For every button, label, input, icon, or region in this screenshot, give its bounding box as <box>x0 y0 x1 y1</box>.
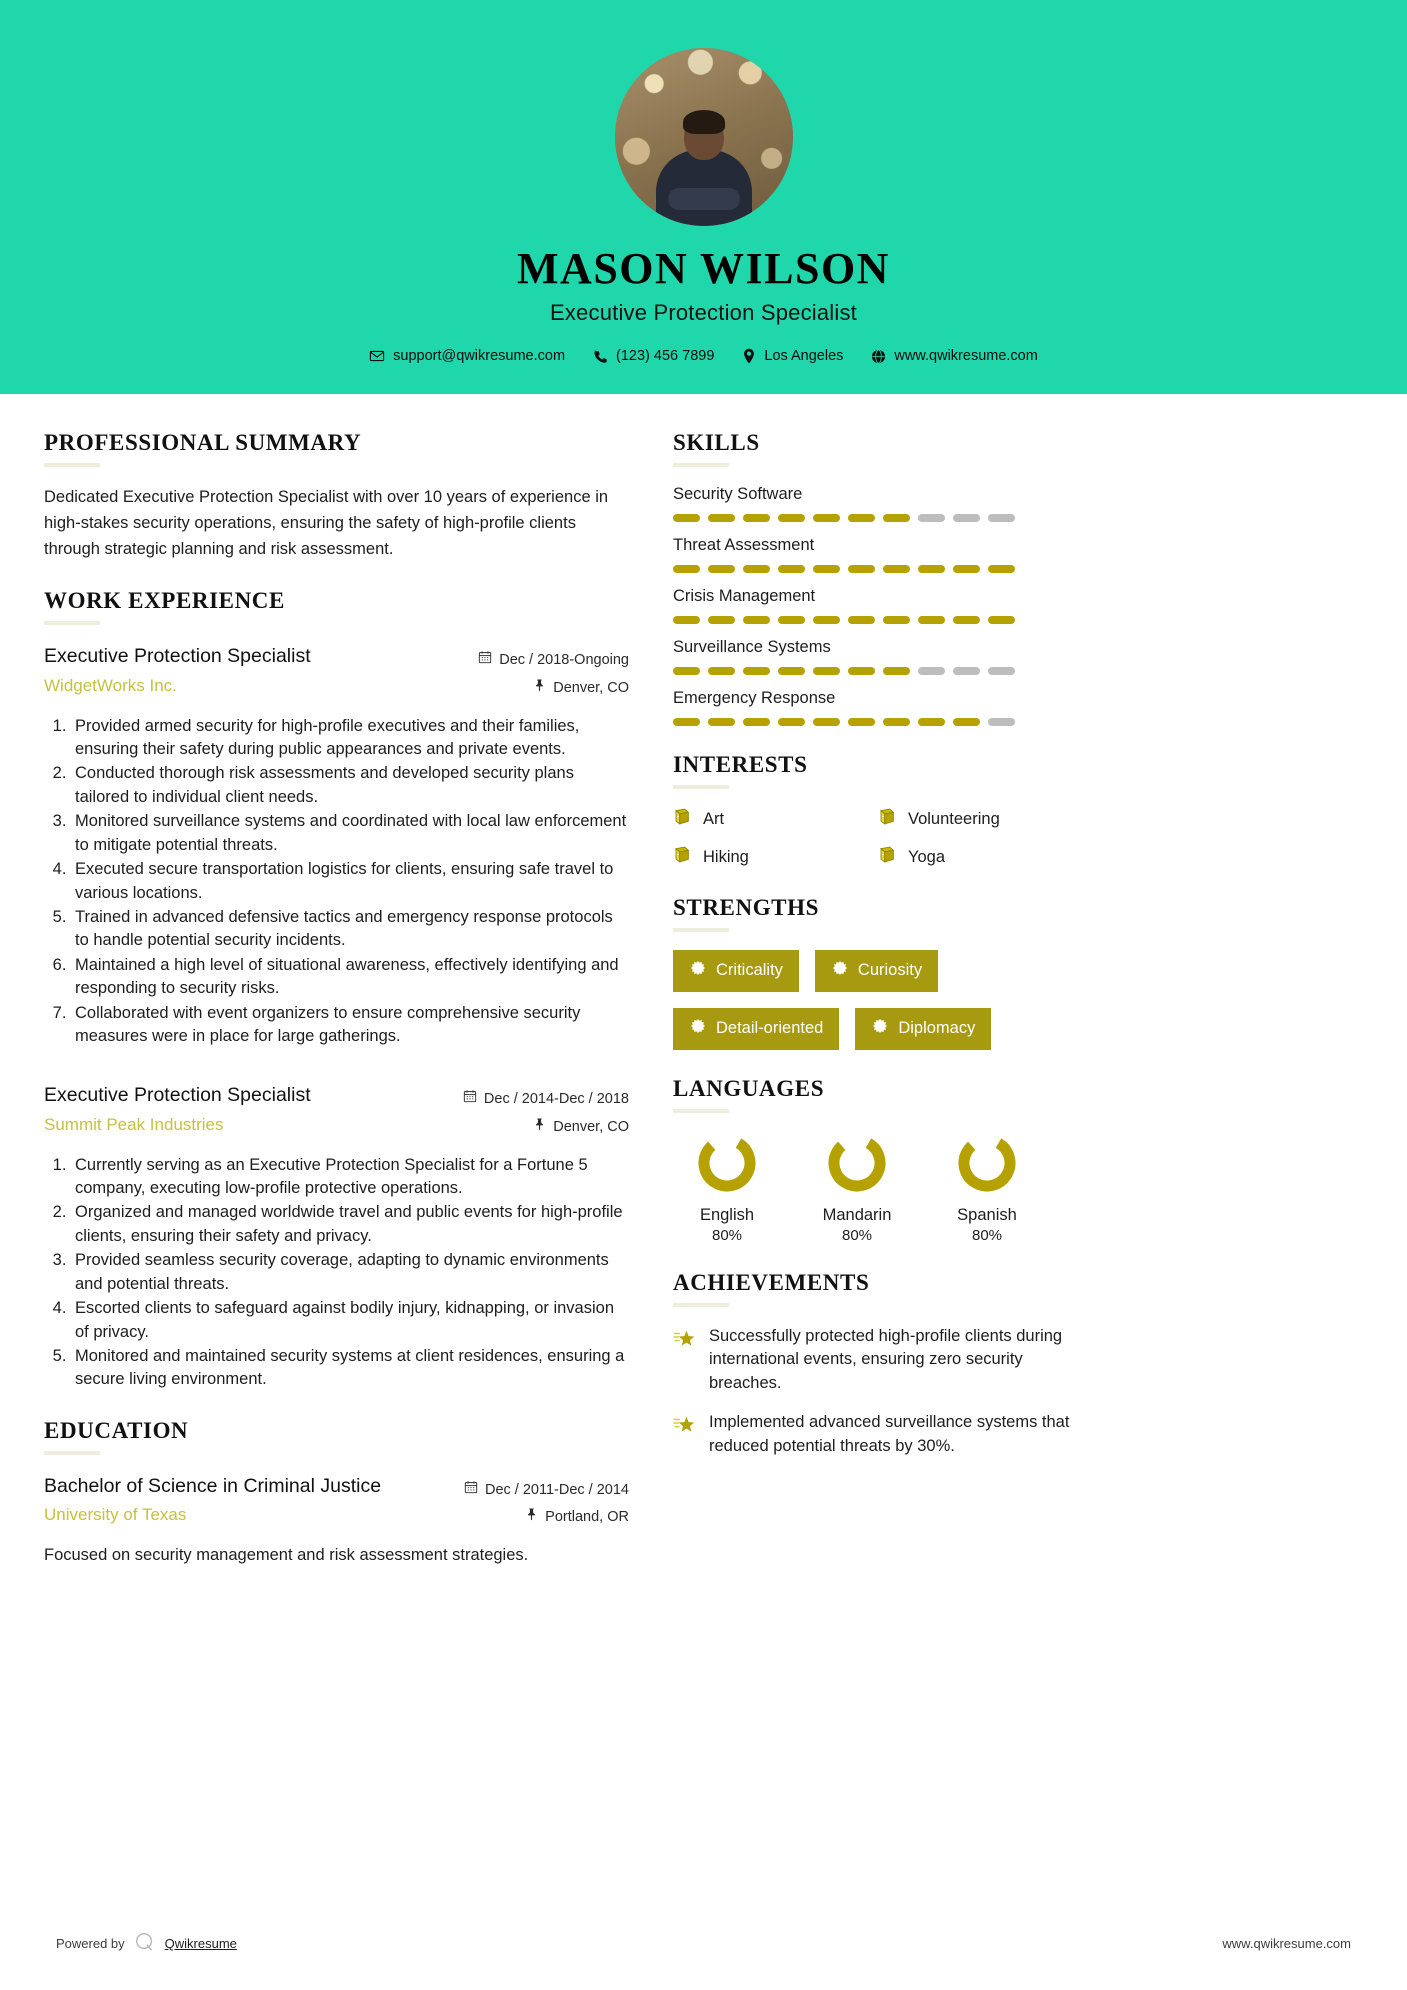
skill-level-dash <box>778 667 805 675</box>
section-skills <box>673 430 1073 726</box>
work-bullet: 2. Organized and managed worldwide travel and public events for high-profile clients, ensuring their safety and privacy. <box>71 1201 629 1248</box>
language-percent: 80% <box>971 1226 1003 1244</box>
skill-level-dash <box>743 718 770 726</box>
skill-level-dash <box>848 616 875 624</box>
achievement-item <box>673 1411 1073 1458</box>
education-location-text: Portland, OR <box>545 1509 629 1526</box>
section-underline <box>44 1451 100 1455</box>
skill-level-bar <box>673 616 1073 624</box>
skill-level-dash <box>708 514 735 522</box>
skill-level-bar <box>673 514 1073 522</box>
skill-list <box>673 485 1073 726</box>
section-interests <box>673 752 1073 869</box>
education-entry-header <box>44 1473 629 1532</box>
skill-item <box>673 536 1073 573</box>
section-achievements <box>673 1270 1073 1458</box>
section-underline <box>44 463 100 467</box>
interest-item <box>878 807 1073 831</box>
interest-label: Volunteering <box>908 809 1000 828</box>
work-entry-primary <box>44 643 464 697</box>
skill-name: Security Software <box>673 485 803 504</box>
book-icon <box>673 845 692 869</box>
skill-level-dash <box>883 616 910 624</box>
work-bullet: 5. Trained in advanced defensive tactics and emergency response protocols to handle potential security incidents. <box>71 906 629 953</box>
skill-level-dash <box>883 718 910 726</box>
pushpin-icon <box>525 1504 538 1532</box>
education-entry-primary <box>44 1473 450 1527</box>
envelope-icon <box>369 348 385 364</box>
book-icon <box>878 807 897 831</box>
strength-label: Detail-oriented <box>716 1019 824 1038</box>
language-item <box>673 1131 781 1244</box>
work-bullet: 5. Monitored and maintained security systems at client residences, ensuring a secure living environment. <box>71 1345 629 1392</box>
skill-level-dash <box>708 667 735 675</box>
skill-level-dash <box>778 616 805 624</box>
work-bullet: 4. Escorted clients to safeguard against bodily injury, kidnapping, or invasion of privacy. <box>71 1297 629 1344</box>
skill-level-bar <box>673 718 1073 726</box>
interest-item <box>673 845 868 869</box>
section-heading: LANGUAGES <box>673 1075 825 1101</box>
language-item <box>933 1131 1041 1244</box>
interest-label: Hiking <box>703 847 749 866</box>
section-heading: WORK EXPERIENCE <box>44 588 285 614</box>
starburst-icon <box>689 1017 707 1041</box>
strength-chip <box>673 1008 839 1050</box>
work-entry <box>44 643 629 1048</box>
skill-level-dash <box>988 616 1015 624</box>
resume-body <box>0 394 1407 1593</box>
page-footer <box>0 1931 1407 1956</box>
section-heading: PROFESSIONAL SUMMARY <box>44 430 362 456</box>
avatar <box>615 48 793 226</box>
skill-level-dash <box>848 667 875 675</box>
starburst-icon <box>871 1017 889 1041</box>
job-location-text: Denver, CO <box>553 680 629 697</box>
avatar-arms-shape <box>668 188 740 210</box>
skill-level-dash <box>813 565 840 573</box>
skill-level-dash <box>883 565 910 573</box>
skill-level-dash <box>743 514 770 522</box>
skill-level-dash <box>708 565 735 573</box>
footer-powered-by-label: Powered by <box>56 1936 125 1951</box>
section-underline <box>673 463 729 467</box>
strength-chip <box>673 950 799 992</box>
starburst-icon <box>831 959 849 983</box>
work-entry-list <box>44 643 629 1391</box>
skill-level-dash <box>883 667 910 675</box>
section-heading: INTERESTS <box>673 752 808 778</box>
contact-email[interactable] <box>369 348 565 364</box>
skill-level-dash <box>673 667 700 675</box>
skill-level-dash <box>778 718 805 726</box>
candidate-name: MASON WILSON <box>517 244 890 293</box>
work-bullet: 3. Provided seamless security coverage, adapting to dynamic environments and potential threats. <box>71 1249 629 1296</box>
skill-level-dash <box>918 718 945 726</box>
section-languages <box>673 1076 1073 1244</box>
language-percent: 80% <box>711 1226 743 1244</box>
skill-item <box>673 638 1073 675</box>
work-entry-header <box>44 1082 629 1141</box>
job-dates-text: Dec / 2018-Ongoing <box>499 652 629 669</box>
job-title: Executive Protection Specialist <box>44 645 311 668</box>
work-bullet: 4. Executed secure transportation logistics for clients, ensuring safe travel to various locations. <box>71 858 629 905</box>
education-location <box>464 1504 629 1532</box>
skill-level-dash <box>988 667 1015 675</box>
language-list <box>673 1131 1073 1244</box>
contact-phone-text: (123) 456 7899 <box>616 348 715 365</box>
work-bullet-list <box>44 715 629 1049</box>
education-description: Focused on security management and risk assessment strategies. <box>44 1545 529 1564</box>
skill-level-dash <box>883 514 910 522</box>
work-entry-header <box>44 643 629 702</box>
skill-name: Crisis Management <box>673 587 816 606</box>
education-dates-text: Dec / 2011-Dec / 2014 <box>484 1481 629 1498</box>
language-name: Mandarin <box>822 1205 892 1224</box>
interest-label: Art <box>703 809 725 828</box>
strength-list <box>673 950 1073 1050</box>
skill-level-dash <box>988 565 1015 573</box>
work-entry <box>44 1082 629 1391</box>
starburst-icon <box>689 959 707 983</box>
qwikresume-logo-icon <box>134 1931 156 1956</box>
language-item <box>803 1131 911 1244</box>
degree-title: Bachelor of Science in Criminal Justice <box>44 1474 382 1497</box>
skill-level-dash <box>673 514 700 522</box>
right-column <box>673 430 1073 1484</box>
footer-website[interactable]: www.qwikresume.com <box>1222 1936 1351 1951</box>
job-location <box>463 1114 629 1142</box>
skill-level-bar <box>673 565 1073 573</box>
pushpin-icon <box>533 1114 546 1142</box>
skill-level-dash <box>953 616 980 624</box>
skill-level-dash <box>848 718 875 726</box>
shooting-star-icon <box>673 1327 697 1356</box>
footer-powered-by <box>56 1931 237 1956</box>
strength-label: Diplomacy <box>898 1019 976 1038</box>
skill-level-dash <box>813 616 840 624</box>
skill-level-dash <box>813 718 840 726</box>
skill-level-dash <box>673 616 700 624</box>
strength-chip <box>855 1008 991 1050</box>
calendar-icon <box>463 1086 477 1114</box>
skill-level-dash <box>918 565 945 573</box>
contact-phone[interactable] <box>593 348 714 364</box>
interest-item <box>878 845 1073 869</box>
skill-level-dash <box>953 718 980 726</box>
skill-level-dash <box>848 565 875 573</box>
contact-email-text: support@qwikresume.com <box>393 348 566 365</box>
summary-text: Dedicated Executive Protection Specialist with over 10 years of experience in high-stakes security operations, ensuring the safety of high-profile clients through strategic planning and risk assessment. <box>44 488 609 558</box>
work-entry-meta <box>478 643 629 702</box>
contact-location-text: Los Angeles <box>764 348 844 365</box>
interest-item <box>673 807 868 831</box>
skill-level-dash <box>918 616 945 624</box>
avatar-hair-shape <box>683 110 725 134</box>
resume-header <box>0 0 1407 394</box>
section-underline <box>673 928 729 932</box>
job-dates-text: Dec / 2014-Dec / 2018 <box>483 1091 629 1108</box>
job-title: Executive Protection Specialist <box>44 1084 311 1107</box>
education-entry-meta <box>464 1473 629 1532</box>
skill-level-dash <box>673 718 700 726</box>
phone-icon <box>593 349 608 364</box>
skill-level-dash <box>743 565 770 573</box>
candidate-headline: Executive Protection Specialist <box>549 300 857 326</box>
globe-icon <box>871 349 886 364</box>
work-bullet-list <box>44 1154 629 1392</box>
section-strengths <box>673 895 1073 1050</box>
skill-level-dash <box>673 565 700 573</box>
skill-level-dash <box>813 514 840 522</box>
section-heading: STRENGTHS <box>673 895 820 921</box>
skill-name: Threat Assessment <box>673 536 815 555</box>
language-progress-ring <box>695 1182 759 1199</box>
language-progress-ring <box>825 1182 889 1199</box>
company-name: WidgetWorks Inc. <box>44 675 177 695</box>
skill-level-dash <box>988 718 1015 726</box>
avatar-portrait <box>656 110 752 226</box>
job-location <box>478 675 629 703</box>
work-bullet: 7. Collaborated with event organizers to ensure comprehensive security measures were in place for large gatherings. <box>71 1002 629 1049</box>
skill-level-dash <box>778 514 805 522</box>
work-bullet: 2. Conducted thorough risk assessments and developed security plans tailored to individual client needs. <box>71 762 629 809</box>
skill-level-dash <box>743 616 770 624</box>
education-dates <box>464 1477 629 1505</box>
interest-list <box>673 807 1073 869</box>
work-bullet: 3. Monitored surveillance systems and coordinated with local law enforcement to mitigate potential threats. <box>71 810 629 857</box>
skill-level-dash <box>988 514 1015 522</box>
language-percent: 80% <box>841 1226 873 1244</box>
skill-name: Emergency Response <box>673 689 836 708</box>
skill-level-dash <box>953 514 980 522</box>
job-location-text: Denver, CO <box>553 1119 629 1136</box>
language-name: English <box>699 1205 755 1224</box>
job-dates <box>463 1086 629 1114</box>
education-entry-list <box>44 1473 629 1568</box>
section-heading: ACHIEVEMENTS <box>673 1269 870 1295</box>
book-icon <box>878 845 897 869</box>
work-entry-meta <box>463 1082 629 1141</box>
skill-level-dash <box>848 514 875 522</box>
skill-name: Surveillance Systems <box>673 638 831 657</box>
shooting-star-icon <box>673 1413 697 1442</box>
skill-level-bar <box>673 667 1073 675</box>
location-pin-icon <box>742 348 756 364</box>
work-bullet: 1. Provided armed security for high-profile executives and their families, ensuring their safety during public appearances and private events. <box>71 715 629 762</box>
left-column <box>44 430 629 1593</box>
achievement-text: Successfully protected high-profile clients during international events, ensuring zero security breaches. <box>709 1326 1063 1392</box>
skill-item <box>673 689 1073 726</box>
skill-level-dash <box>743 667 770 675</box>
achievement-text: Implemented advanced surveillance systems that reduced potential threats by 30%. <box>709 1413 1070 1455</box>
skill-level-dash <box>778 565 805 573</box>
school-name: University of Texas <box>44 1505 187 1525</box>
achievement-item <box>673 1325 1073 1395</box>
skill-item <box>673 587 1073 624</box>
contact-website-text: www.qwikresume.com <box>894 348 1038 365</box>
contact-website[interactable] <box>871 348 1037 364</box>
interest-label: Yoga <box>908 847 946 866</box>
section-heading: SKILLS <box>673 430 760 456</box>
work-bullet: 1. Currently serving as an Executive Protection Specialist for a Fortune 5 company, executing low-profile protective operations. <box>71 1154 629 1201</box>
section-work-experience <box>44 588 629 1391</box>
skill-level-dash <box>708 718 735 726</box>
education-entry <box>44 1473 629 1568</box>
company-name: Summit Peak Industries <box>44 1114 224 1134</box>
section-underline <box>673 1109 729 1113</box>
calendar-icon <box>478 647 492 675</box>
skill-level-dash <box>918 514 945 522</box>
section-professional-summary <box>44 430 629 562</box>
section-heading: EDUCATION <box>44 1417 189 1443</box>
section-underline <box>673 1303 729 1307</box>
contact-row <box>0 348 1407 364</box>
skill-level-dash <box>953 667 980 675</box>
section-underline <box>673 785 729 789</box>
work-bullet: 6. Maintained a high level of situational awareness, effectively identifying and responding to security risks. <box>71 954 629 1001</box>
work-entry-primary <box>44 1082 449 1136</box>
language-name: Spanish <box>957 1205 1017 1224</box>
footer-brand-link[interactable]: Qwikresume <box>164 1936 237 1951</box>
language-progress-ring <box>955 1182 1019 1199</box>
skill-level-dash <box>708 616 735 624</box>
strength-chip <box>815 950 938 992</box>
section-underline <box>44 621 100 625</box>
job-dates <box>478 647 629 675</box>
pushpin-icon <box>533 675 546 703</box>
skill-level-dash <box>918 667 945 675</box>
achievement-list <box>673 1325 1073 1458</box>
strength-label: Curiosity <box>857 961 923 980</box>
calendar-icon <box>464 1477 478 1505</box>
section-education <box>44 1418 629 1568</box>
skill-level-dash <box>813 667 840 675</box>
book-icon <box>673 807 692 831</box>
skill-level-dash <box>953 565 980 573</box>
skill-item <box>673 485 1073 522</box>
contact-location <box>742 348 843 364</box>
strength-label: Criticality <box>716 961 783 980</box>
